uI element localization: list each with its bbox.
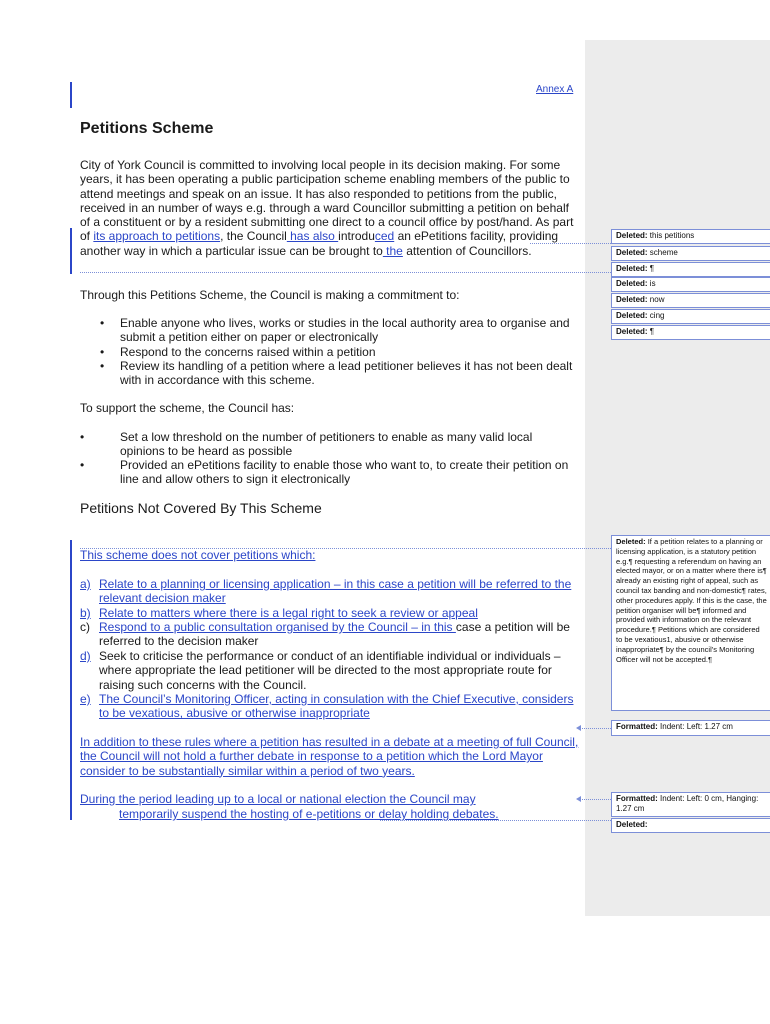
section-heading: Petitions Not Covered By This Scheme <box>80 500 322 516</box>
change-bar <box>70 540 72 820</box>
election-paragraph-line2: temporarily suspend the hosting of e-petitions or delay holding debates. <box>119 807 499 821</box>
list-item: b) Relate to matters where there is a legal right to seek a review or appeal <box>80 606 478 620</box>
list-item: c) Respond to a public consultation organised by the Council – in this case a petition will be referred to the decision maker <box>80 620 570 649</box>
markup-margin-pane <box>585 40 770 916</box>
revision-balloon[interactable]: Deleted: this petitions <box>611 229 770 244</box>
revision-balloon[interactable]: Formatted: Indent: Left: 0 cm, Hanging: 1.27 cm <box>611 792 770 817</box>
list-item: a) Relate to a planning or licensing application – in this case a petition will be referred to the relevant decision maker <box>80 577 572 606</box>
election-paragraph-line1: During the period leading up to a local or national election the Council may <box>80 792 476 806</box>
list-item: • Review its handling of a petition where a lead petitioner believes it has not been dealt with in accordance with this scheme. <box>100 359 573 388</box>
revision-balloon[interactable]: Deleted: ¶ <box>611 262 770 277</box>
revision-balloon[interactable]: Formatted: Indent: Left: 1.27 cm <box>611 720 770 736</box>
leader-line <box>80 272 611 273</box>
not-covered-intro: This scheme does not cover petitions which: <box>80 548 316 562</box>
revision-balloon[interactable]: Deleted: is <box>611 277 770 292</box>
page-title: Petitions Scheme <box>80 120 214 137</box>
commitment-intro: Through this Petitions Scheme, the Council is making a commitment to: <box>80 288 460 302</box>
revision-balloon[interactable]: Deleted: ¶ <box>611 325 770 340</box>
leader-line <box>530 243 611 244</box>
revision-balloon[interactable]: Deleted: <box>611 818 770 833</box>
annex-label: Annex A <box>536 84 574 95</box>
support-intro: To support the scheme, the Council has: <box>80 401 295 415</box>
revision-balloon[interactable]: Deleted: now <box>611 293 770 308</box>
leader-line <box>582 728 611 729</box>
list-item: e) The Council’s Monitoring Officer, acting in consulation with the Chief Executive, considers to be vexatious, abusive or otherwise inappropriate <box>80 692 574 721</box>
list-item: • Respond to the concerns raised within a petition <box>100 345 376 359</box>
leader-line <box>80 548 611 549</box>
addition-paragraph: In addition to these rules where a petition has resulted in a debate at a meeting of full Council, the Council will not hold a further debate in response to a petition which the Lord Mayor consider to be substantially similar within a period of two years. <box>80 735 579 778</box>
arrow-left-icon <box>576 796 581 802</box>
arrow-left-icon <box>576 725 581 731</box>
list-item: • Provided an ePetitions facility to enable those who want to, to create their petition on line and allow others to sign it electronically <box>80 458 569 487</box>
leader-line <box>582 799 611 800</box>
list-item: • Enable anyone who lives, works or studies in the local authority area to organise and submit a petition either on paper or electronically <box>100 316 570 345</box>
revision-balloon[interactable]: Deleted: If a petition relates to a planning or licensing application, is a statutory petition e.g.¶ requesting a referendum on having an elected mayor, or on a matter where there is¶ already an existing right of appeal, such as council tax banding and non-domestic¶ rates, other procedures apply. If this is the case, the petition organiser will be¶ informed and provided with information on the relevant procedure.¶ Petitions which are considered to be vexatious1, abusive or otherwise inappropriate¶ by the council’s Monitoring Officer will not be accepted.¶ <box>611 535 770 711</box>
list-item: • Set a low threshold on the number of petitioners to enable as many valid local opinions to be heard as possible <box>80 430 533 459</box>
change-bar <box>70 228 72 274</box>
revision-balloon[interactable]: Deleted: cing <box>611 309 770 324</box>
change-bar <box>70 82 72 108</box>
list-item: d) Seek to criticise the performance or conduct of an identifiable individual or individuals – where appropriate the lead petitioner will be directed to the most appropriate route for raising such concerns with the Council. <box>80 649 561 692</box>
revision-balloon[interactable]: Deleted: scheme <box>611 246 770 261</box>
intro-paragraph: City of York Council is committed to involving local people in its decision making. For some years, it has been operating a public participation scheme enabling members of the public to attend meetings and speak on an issue. It has also responded to petitions from the public, received in an number of ways e.g. through a ward Councillor submitting a petition on behalf of a constituent or by a resident submitting one direct to a council office by post/hand. As part of its approach to petitions, the Council has also introduced an ePetitions facility, providing another way in which a particular issue can be brought to the attention of Councillors. <box>80 158 574 258</box>
leader-line <box>380 820 611 821</box>
